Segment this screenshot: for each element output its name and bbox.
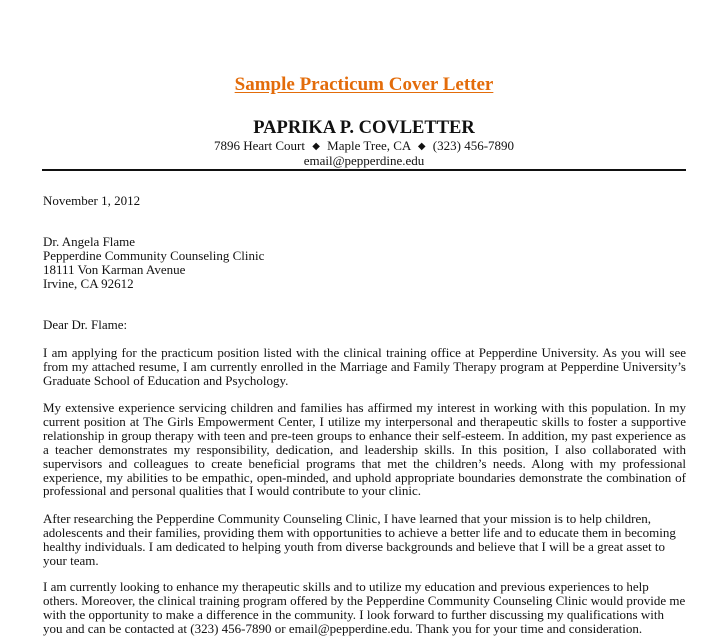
recipient-city: Irvine, CA 92612 bbox=[43, 276, 134, 291]
recipient-organization: Pepperdine Community Counseling Clinic bbox=[43, 248, 265, 263]
body-paragraph-2: My extensive experience servicing children and families has affirmed my interest in working with this population. In my current position at The Girls Empowerment Center, I utilize my interpersonal and therapeutic skills to foster a supportive relationship in group therapy with teen and pre-teen groups to enhance their self-esteem. In addition, my past experience as a teacher demonstrates my responsibility, dedication, and leadership skills. In this position, I also collaborated with supervisors and colleagues to create beneficial programs that met the children’s needs. Along with my professional experience, my abilities to be empathic, open-minded, and uphold appropriate boundaries demonstrate the combination of professional and personal qualities that I would contribute to your clinic. bbox=[43, 400, 686, 499]
letter-date: November 1, 2012 bbox=[43, 193, 141, 208]
body-paragraph-4: I am currently looking to enhance my therapeutic skills and to utilize my education and previous experiences to help others. Moreover, the clinical training program offered by the Pepperdine Community Counseling Clinic would provide me with the opportunity to make a difference in the community. I look forward to further discussing my qualifications with you and can be contacted at (323) 456-7890 or email@pepperdine.edu. Thank you for your time and consideration. bbox=[43, 579, 686, 636]
body-paragraph-1: I am applying for the practicum position listed with the clinical training office at Pepperdine University. As you will see from my attached resume, I am currently enrolled in the Marriage and Family Therapy program at Pepperdine University’s Graduate School of Education and Psychology. bbox=[43, 345, 686, 388]
applicant-street: 7896 Heart Court bbox=[213, 138, 305, 153]
header-divider bbox=[42, 169, 686, 171]
applicant-email: email@pepperdine.edu bbox=[303, 153, 425, 168]
document-title: Sample Practicum Cover Letter bbox=[234, 74, 494, 95]
salutation: Dear Dr. Flame: bbox=[43, 317, 128, 332]
applicant-name: PAPRIKA P. COVLETTER bbox=[253, 118, 475, 138]
recipient-name: Dr. Angela Flame bbox=[43, 234, 136, 249]
recipient-street: 18111 Von Karman Avenue bbox=[43, 262, 186, 277]
applicant-phone: (323) 456-7890 bbox=[432, 138, 515, 153]
diamond-separator-icon: ◆ bbox=[312, 141, 320, 152]
applicant-city: Maple Tree, CA bbox=[327, 138, 411, 153]
diamond-separator-icon: ◆ bbox=[417, 141, 426, 152]
body-paragraph-3: After researching the Pepperdine Community Counseling Clinic, I have learned that your mission is to help children, adolescents and their families, providing them with opportunities to achieve a better life and to educate them in becoming healthy individuals. I am dedicated to helping youth from diverse backgrounds and believe that I will be a great asset to your team. bbox=[43, 511, 676, 568]
